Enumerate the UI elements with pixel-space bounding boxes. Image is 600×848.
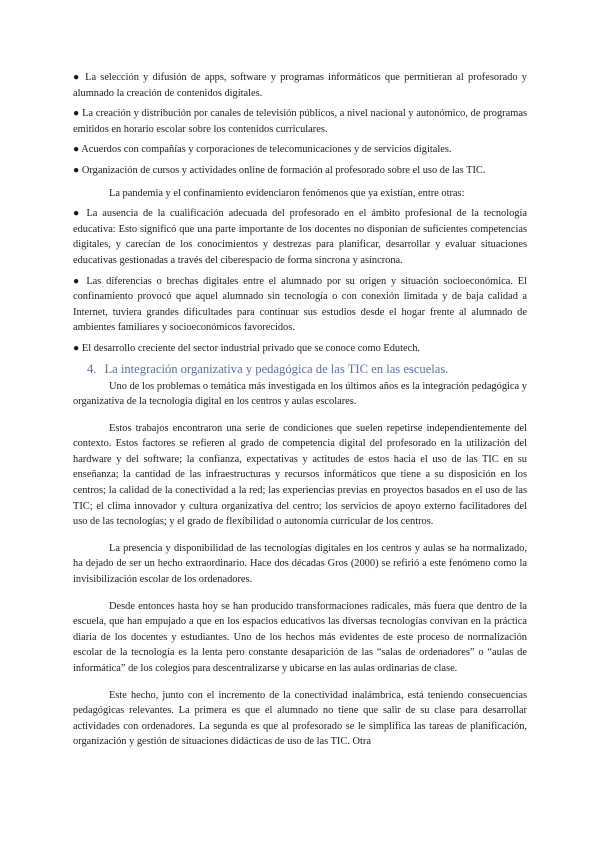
section-number: 4.: [87, 361, 97, 376]
paragraph-5: Este hecho, junto con el incremento de la conectividad inalámbrica, está teniendo consecuencias pedagógicas relevantes. La primera es que el alumnado no tiene que salir de su clase para desarrollar actividades con ordenadores. La segunda es que al profesorado se le simplifica las tareas de planificación, organización y gestión de situaciones didácticas de uso de las TIC. Otra: [73, 689, 527, 748]
intro-pandemia: La pandemia y el confinamiento evidenciaron fenómenos que ya existían, entre otras:: [109, 187, 465, 199]
paragraph-4: Desde entonces hasta hoy se han producido transformaciones radicales, más fuera que dentro de la escuela, que han empujado a que en los espacios educativos las diversas tecnologías convivan en la práctica diaria de los docentes y estudiantes. Uno de los hechos más evidentes de este proceso de normalización escolar de la tecnología es la lenta pero constante desaparición de las “salas de ordenadores” o “aulas de informática” de los colegios para descentralizarse y ubicarse en las aulas ordinarias de clase.: [73, 600, 527, 674]
paragraph-3: La presencia y disponibilidad de las tecnologías digitales en los centros y aulas se ha normalizado, ha dejado de ser un hecho extraordinario. Hace dos décadas Gros (2000) se refirió a este fenómeno como la invisibilización escolar de los ordenadores.: [73, 542, 527, 586]
bullet-apps: ● La selección y difusión de apps, software y programas informáticos que permitieran al profesorado y alumnado la creación de contenidos digitales.: [73, 72, 527, 99]
section-title: La integración organizativa y pedagógica de las TIC en las escuelas.: [104, 361, 449, 376]
bullet-cursos: ● Organización de cursos y actividades online de formación al profesorado sobre el uso de las TIC.: [73, 164, 486, 176]
bullet-telecom: ● Acuerdos con compañías y corporaciones de telecomunicaciones y de servicios digitales.: [73, 144, 452, 156]
section-heading: [87, 361, 527, 378]
paragraph-1: Uno de los problemas o temática más investigada en los últimos años es la integración pedagógica y organizativa de la tecnología digital en los centros y aulas escolares.: [73, 380, 527, 408]
bullet-brechas: ● Las diferencias o brechas digitales entre el alumnado por su origen y situación socioeconómica. El confinamiento provocó que aquel alumnado sin tecnología o con conexión limitada y de baja calidad a Internet, tuviera grandes dificultades para continuar sus estudios desde el hogar frente al alumnado de ambientes familiares y socioeconómicos favorecidos.: [73, 275, 527, 334]
bullet-television: ● La creación y distribución por canales de televisión públicos, a nivel nacional y autonómico, de programas emitidos en horario escolar sobre los contenidos curriculares.: [73, 108, 527, 135]
bullet-edutech: ● El desarrollo creciente del sector industrial privado que se conoce como Edutech.: [73, 342, 421, 354]
paragraph-2: Estos trabajos encontraron una serie de condiciones que suelen repetirse independientemente del contexto. Estos factores se refieren al grado de competencia digital del profesorado en la utilización del hardware y del software; la confianza, expectativas y actitudes de estos hacia el uso de las TIC en su enseñanza; la cantidad de las infraestructuras y recursos informáticos que tiene a su disposición en los centros; la calidad de la conectividad a la red; las experiencias previas en proyectos basados en el uso de las TIC; el clima innovador y cultura organizativa del centro; los servicios de apoyo externo facilitadores del uso de las tecnologías; y el grado de flexibilidad o autonomía curricular de los centros.: [73, 422, 527, 528]
bullet-cualificacion: ● La ausencia de la cualificación adecuada del profesorado en el ámbito profesional de la tecnología educativa: Esto significó que una parte importante de los docentes no disponían de suficientes competencias digitales, y carecían de los conocimientos y destrezas para planificar, desarrollar y evaluar situaciones educativas gestionadas a través del ciberespacio de forma síncrona y asíncrona.: [73, 208, 527, 266]
